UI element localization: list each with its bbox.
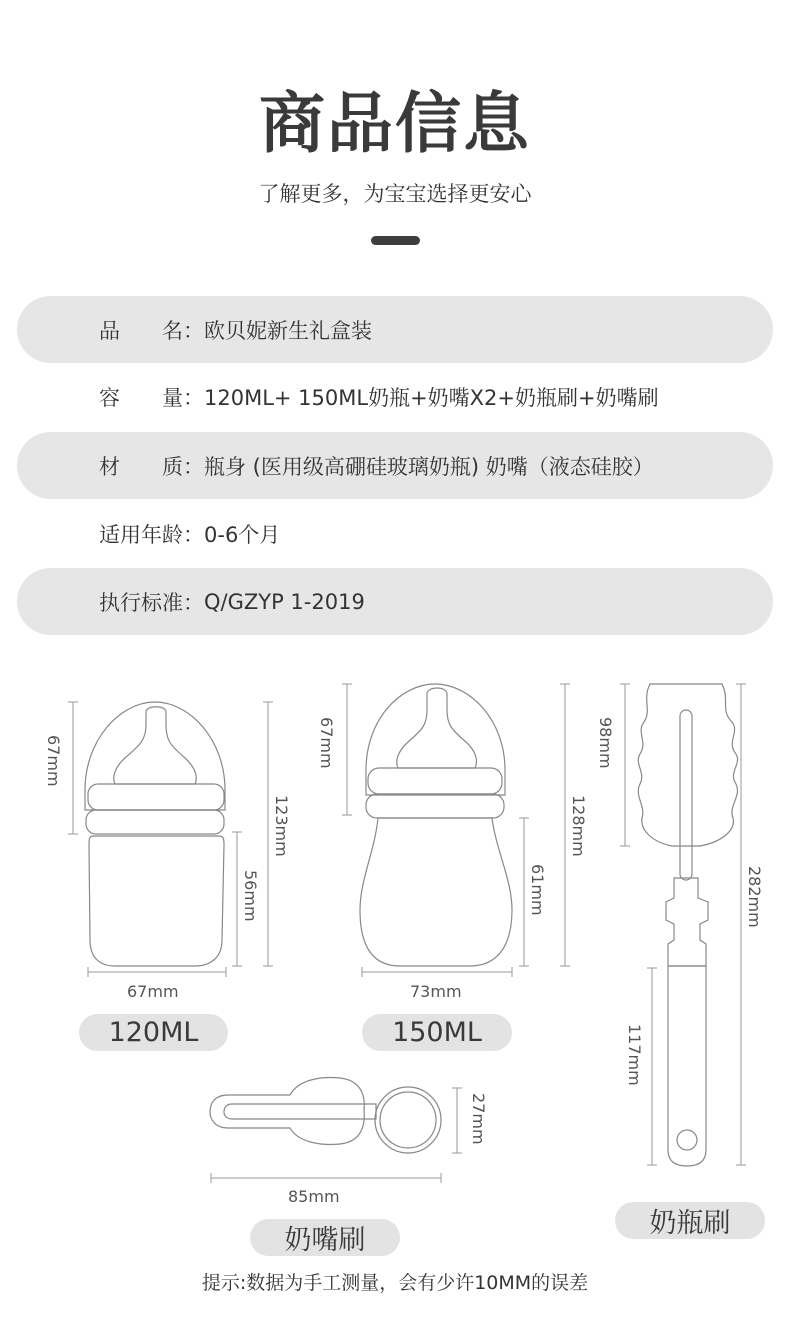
bottle-120-cap-height: 67mm: [44, 735, 63, 787]
info-value: Q/GZYP 1-2019: [204, 589, 365, 614]
bottle-120-body-height: 56mm: [241, 870, 260, 922]
info-value: 欧贝妮新生礼盒装: [204, 318, 372, 343]
info-label: 品 名：: [99, 318, 204, 343]
bottle-150-cap-height: 67mm: [317, 717, 336, 769]
info-label: 执行标准：: [99, 590, 204, 615]
bottle-brush-total-length: 282mm: [745, 866, 764, 928]
info-value: 0-6个月: [204, 522, 281, 547]
nipple-brush-length: 85mm: [288, 1187, 340, 1206]
bottle-120-capacity-badge: 120ML: [79, 1014, 228, 1051]
nipple-brush-drawing: [210, 1078, 441, 1153]
nipple-brush-badge: 奶嘴刷: [250, 1219, 400, 1256]
info-value: 瓶身 (医用级高硼硅玻璃奶瓶) 奶嘴（液态硅胶）: [204, 454, 654, 479]
page-subtitle: 了解更多，为宝宝选择更安心: [258, 182, 532, 206]
bottle-150-width: 73mm: [410, 982, 462, 1001]
nipple-brush-dimension-lines: [211, 1088, 462, 1183]
bottle-120-drawing: [85, 702, 225, 966]
info-label: 适用年龄：: [99, 522, 204, 547]
bottle-brush-drawing: [638, 684, 737, 1166]
bottle-150-body-height: 61mm: [528, 864, 547, 916]
bottle-120-total-height: 123mm: [272, 795, 291, 857]
bottle-120-width: 67mm: [127, 982, 179, 1001]
bottle-150-total-height: 128mm: [569, 795, 588, 857]
bottle-brush-handle-length: 117mm: [625, 1024, 644, 1086]
measurement-note: 提示:数据为手工测量，会有少许10MM的误差: [201, 1272, 589, 1294]
page-title: 商品信息: [259, 85, 531, 162]
bottle-150-capacity-badge: 150ML: [362, 1014, 512, 1051]
bottle-brush-head-height: 98mm: [596, 717, 615, 769]
info-label: 容 量：: [99, 385, 204, 410]
bottle-150-drawing: [360, 684, 512, 966]
info-value: 120ML+ 150ML奶瓶+奶嘴X2+奶瓶刷+奶嘴刷: [204, 385, 659, 410]
info-label: 材 质：: [99, 454, 204, 479]
nipple-brush-height: 27mm: [469, 1093, 488, 1145]
bottle-brush-badge: 奶瓶刷: [615, 1202, 765, 1239]
